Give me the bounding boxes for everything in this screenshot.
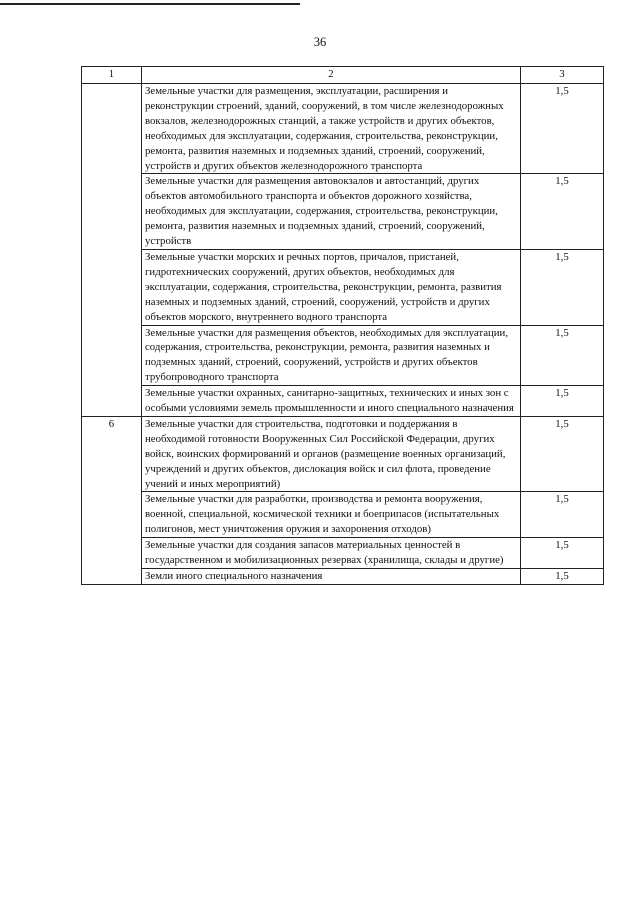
table-row [82,538,604,569]
row-coefficient: 1,5 [521,174,604,250]
row-description: Земельные участки для размещения автовокзалов и автостанций, других объектов автомобильного транспорта и объектов дорожного хозяйства, необходимых для эксплуатации, содержания, строительства, реконструкции, ремонта, развития наземных и подземных зданий, строений, сооружений, устройств [142,174,521,250]
row-description: Земельные участки для размещения, эксплуатации, расширения и реконструкции строений, зданий, сооружений, в том числе железнодорожных вокзалов, железнодорожных станций, а также устройств и других объектов, необходимых для эксплуатации, содержания, строительства, реконструкции, ремонта, развития наземных и подземных зданий, строений, сооружений, устройств и других объектов железнодорожного транспорта [142,84,521,174]
table-row [82,569,604,585]
row-category [82,325,142,386]
row-coefficient: 1,5 [521,416,604,492]
row-description: Земли иного специального назначения [142,569,521,585]
row-category [82,84,142,174]
row-coefficient: 1,5 [521,569,604,585]
table-row [82,174,604,250]
row-category [82,569,142,585]
row-category [82,386,142,417]
table-row [82,84,604,174]
row-description: Земельные участки для строительства, подготовки и поддержания в необходимой готовности Вооруженных Сил Российской Федерации, других войск, воинских формирований и органов (размещение военных организаций, учреждений и других объектов, дислокация войск и сил флота, проведение учений и иных мероприятий) [142,416,521,492]
table-row [82,386,604,417]
table-row [82,249,604,325]
row-category [82,538,142,569]
row-description: Земельные участки охранных, санитарно-защитных, технических и иных зон с особыми условиями земель промышленности и иного специального назначения [142,386,521,417]
row-category [82,492,142,538]
row-coefficient: 1,5 [521,386,604,417]
row-description: Земельные участки морских и речных портов, причалов, пристаней, гидротехнических сооружений, других объектов, необходимых для эксплуатации, содержания, строительства, реконструкции, ремонта, развития наземных и подземных зданий, строений, сооружений, устройств и других объектов морского, внутреннего водного транспорта [142,249,521,325]
table-header-row [82,67,604,84]
header-col-2: 2 [142,67,521,84]
row-coefficient: 1,5 [521,538,604,569]
coefficient-table [81,66,604,585]
header-col-3: 3 [521,67,604,84]
table-row [82,492,604,538]
row-coefficient: 1,5 [521,325,604,386]
top-rule [0,3,300,5]
row-description: Земельные участки для размещения объектов, необходимых для эксплуатации, содержания, строительства, реконструкции, ремонта, развития наземных и подземных зданий, строений, сооружений, устройств и других объектов трубопроводного транспорта [142,325,521,386]
row-description: Земельные участки для создания запасов материальных ценностей в государственном и мобилизационных резервах (хранилища, склады и другие) [142,538,521,569]
header-col-1: 1 [82,67,142,84]
row-category: 6 [82,416,142,492]
row-coefficient: 1,5 [521,84,604,174]
table-row [82,325,604,386]
row-category [82,249,142,325]
row-description: Земельные участки для разработки, производства и ремонта вооружения, военной, специальной, космической техники и боеприпасов (испытательных полигонов, мест уничтожения оружия и захоронения отходов) [142,492,521,538]
row-coefficient: 1,5 [521,249,604,325]
row-coefficient: 1,5 [521,492,604,538]
page-number: 36 [313,35,327,49]
row-category [82,174,142,250]
table-row [82,416,604,492]
